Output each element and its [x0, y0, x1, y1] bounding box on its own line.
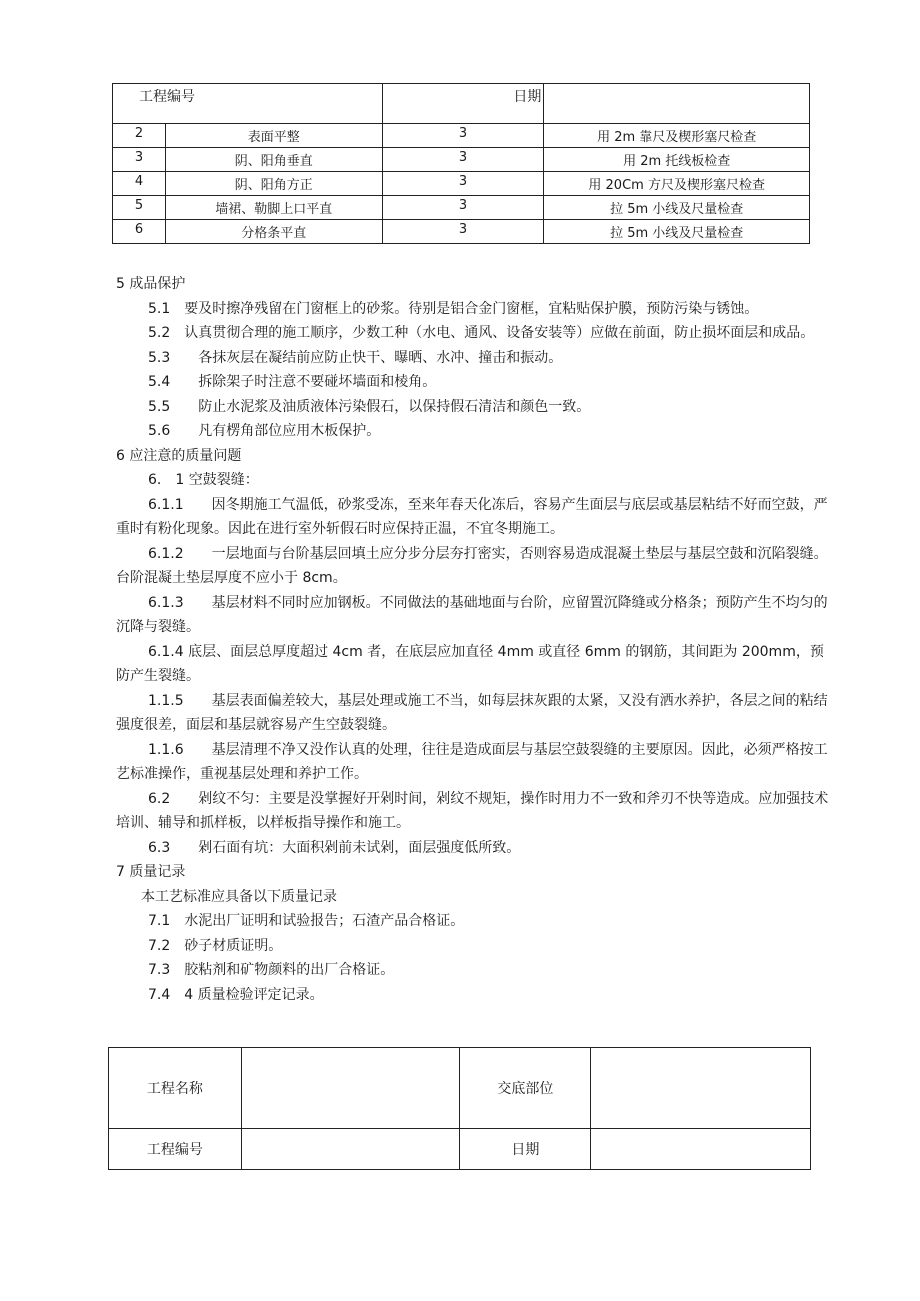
- row-value: 3: [382, 124, 544, 148]
- document-body: [116, 272, 836, 1007]
- handover-table: [108, 1047, 811, 1170]
- row-method: 拉 5m 小线及尺量检查: [544, 220, 810, 244]
- paragraph: 6.1.4 底层、面层总厚度超过 4cm 者，在底层应加直径 4mm 或直径 6mm 的钢筋，其间距为 200mm，预防产生裂缝。: [116, 643, 824, 684]
- section-7-title: 7 质量记录: [116, 864, 186, 880]
- paragraph: 1.1.6 基层清理不净又没作认真的处理，往往是造成面层与基层空鼓裂缝的主要原因。因此，必须严格按工艺标准操作，重视基层处理和养护工作。: [116, 741, 828, 782]
- paragraph: 5.4 拆除架子时注意不要碰坏墙面和棱角。: [148, 374, 437, 390]
- row-method: 拉 5m 小线及尺量检查: [544, 196, 810, 220]
- handover-part-label: 交底部位: [460, 1048, 591, 1129]
- paragraph: 7.1 水泥出厂证明和试验报告；石渣产品合格证。: [148, 913, 465, 929]
- row-method: 用 2m 托线板检查: [544, 148, 810, 172]
- row-no: 6: [113, 220, 166, 244]
- project-name-label: 工程名称: [109, 1048, 242, 1129]
- paragraph: 本工艺标准应具备以下质量记录: [141, 888, 337, 905]
- row-no: 5: [113, 196, 166, 220]
- row-no: 3: [113, 148, 166, 172]
- paragraph: 5.3 各抹灰层在凝结前应防止快干、曝晒、水冲、撞击和振动。: [148, 349, 563, 366]
- paragraph: 6.1.2 一层地面与台阶基层回填土应分步分层夯打密实，否则容易造成混凝土垫层与基层空鼓和沉陷裂缝。台阶混凝土垫层厚度不应小于 8cm。: [116, 545, 828, 586]
- project-name-value: [241, 1048, 460, 1129]
- project-no-label: 工程编号: [109, 1129, 242, 1170]
- row-value: 3: [382, 220, 544, 244]
- date-label: 日期: [382, 84, 544, 124]
- paragraph: 5.5 防止水泥浆及油质液体污染假石，以保持假石清洁和颜色一致。: [148, 398, 591, 415]
- row-item: 阴、阳角垂直: [165, 148, 382, 172]
- row-item: 表面平整: [165, 124, 382, 148]
- table-header-row: [113, 84, 810, 124]
- row-item: 阴、阳角方正: [165, 172, 382, 196]
- table-row: [113, 220, 810, 244]
- paragraph: 6.2 剁纹不匀：主要是没掌握好开剁时间，剁纹不规矩，操作时用力不一致和斧刃不快等造成。应加强技术培训、辅导和抓样板，以样板指导操作和施工。: [116, 790, 829, 831]
- row-value: 3: [382, 148, 544, 172]
- handover-part-value: [591, 1048, 811, 1129]
- paragraph: 6.1.1 因冬期施工气温低，砂浆受冻，至来年春天化冻后，容易产生面层与底层或基层粘结不好而空鼓，严重时有粉化现象。因此在进行室外斩假石时应保持正温，不宜冬期施工。: [116, 496, 828, 537]
- table-row: [113, 124, 810, 148]
- row-value: 3: [382, 172, 544, 196]
- project-no-label: 工程编号: [113, 84, 383, 124]
- row-method: 用 20Cm 方尺及楔形塞尺检查: [544, 172, 810, 196]
- paragraph: 7.4 4 质量检验评定记录。: [148, 986, 324, 1003]
- table-row: [109, 1129, 811, 1170]
- paragraph: 6.3 剁石面有坑：大面积剁前未试剁，面层强度低所致。: [148, 839, 521, 856]
- date-label: 日期: [460, 1129, 591, 1170]
- paragraph: 1.1.5 基层表面偏差较大，基层处理或施工不当，如每层抹灰跟的太紧，又没有洒水养护，各层之间的粘结强度很差，面层和基层就容易产生空鼓裂缝。: [116, 692, 828, 733]
- paragraph: 5.6 凡有楞角部位应用木板保护。: [148, 423, 381, 439]
- row-no: 2: [113, 124, 166, 148]
- paragraph: 5.1 要及时擦净残留在门窗框上的砂浆。待别是铝合金门窗框，宜粘贴保护膜，预防污染与锈蚀。: [148, 300, 759, 317]
- table-row: [113, 172, 810, 196]
- paragraph: 6.1.3 基层材料不同时应加钢板。不同做法的基础地面与台阶，应留置沉降缝或分格条；预防产生不均匀的沉降与裂缝。: [116, 594, 828, 635]
- row-method: 用 2m 靠尺及楔形塞尺检查: [544, 124, 810, 148]
- table-row: [113, 196, 810, 220]
- subsection-title: 6. 1 空鼓裂缝：: [148, 472, 259, 488]
- table-row: [113, 148, 810, 172]
- row-value: 3: [382, 196, 544, 220]
- date-value: [544, 84, 810, 124]
- section-6-title: 6 应注意的质量问题: [116, 447, 242, 464]
- paragraph: 7.2 砂子材质证明。: [148, 937, 283, 954]
- row-item: 墙裙、勒脚上口平直: [165, 196, 382, 220]
- inspection-table: [112, 83, 810, 244]
- row-item: 分格条平直: [165, 220, 382, 244]
- row-no: 4: [113, 172, 166, 196]
- project-no-value: [241, 1129, 460, 1170]
- paragraph: 7.3 胶粘剂和矿物颜料的出厂合格证。: [148, 962, 395, 978]
- section-5-title: 5 成品保护: [116, 276, 186, 292]
- table-row: [109, 1048, 811, 1129]
- date-value: [591, 1129, 811, 1170]
- paragraph: 5.2 认真贯彻合理的施工顺序，少数工种（水电、通风、设备安装等）应做在前面，防止损坏面层和成品。: [148, 325, 815, 341]
